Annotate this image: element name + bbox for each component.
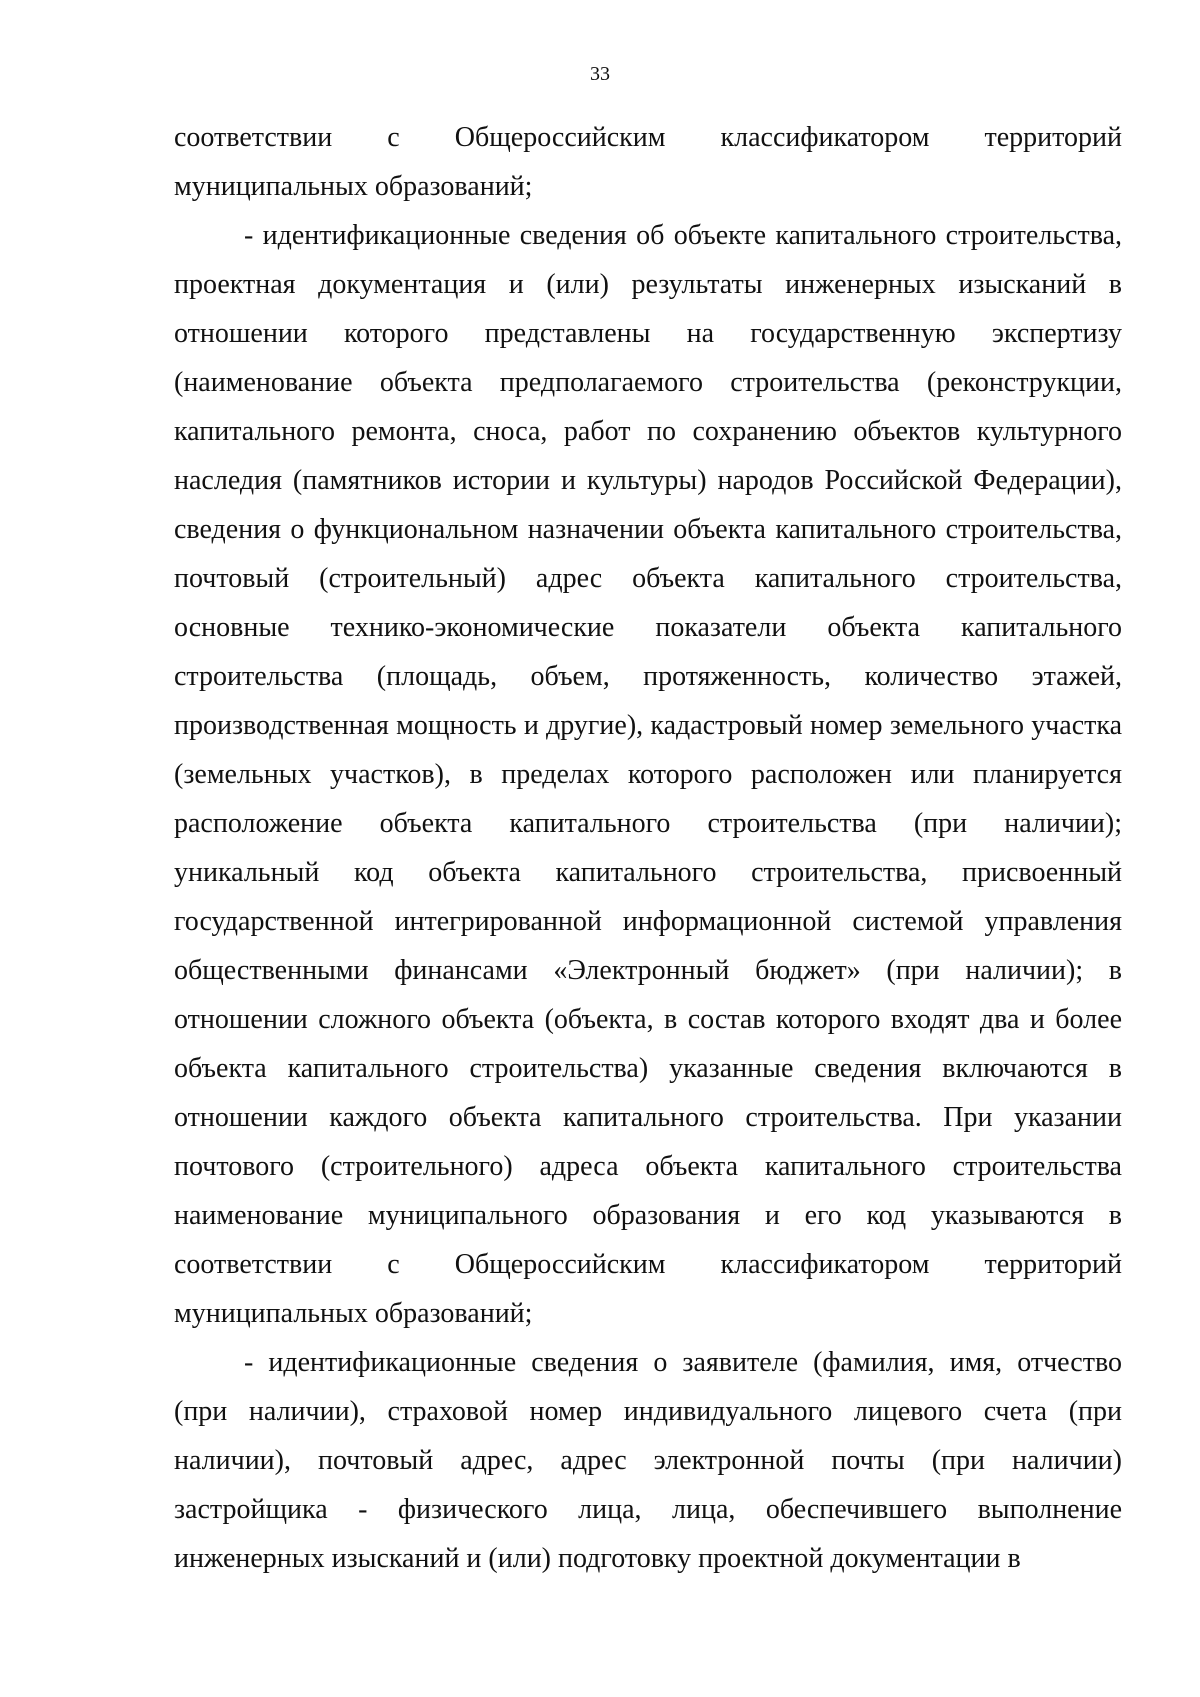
paragraph-continuation: соответствии с Общероссийским классификатором территорий муниципальных образований; — [174, 122, 1122, 202]
page-number: 33 — [590, 63, 610, 85]
paragraph-object-identification: - идентификационные сведения об объекте капитального строительства, проектная документация и (или) результаты инженерных изысканий в отношении которого представлены на государственную экспертизу (наименование объекта предполагаемого строительства (реконструкции, капитального ремонта, сноса, работ по сохранению объектов культурного наследия (памятников истории и культуры) народов Российской Федерации), сведения о функциональном назначении объекта капитального строительства, почтовый (строительный) адрес объекта капитального строительства, основные технико-экономические показатели объекта капитального строительства (площадь, объем, протяженность, количество этажей, производственная мощность и другие), кадастровый номер земельного участка (земельных участков), в пределах которого расположен или планируется расположение объекта капитального строительства (при наличии); уникальный код объекта капитального строительства, присвоенный государственной интегрированной информационной системой управления общественными финансами «Электронный бюджет» (при наличии); в отношении сложного объекта (объекта, в состав которого входят два и более объекта капитального строительства) указанные сведения включаются в отношении каждого объекта капитального строительства. При указании почтового (строительного) адреса объекта капитального строительства наименование муниципального образования и его код указываются в соответствии с Общероссийским классификатором территорий муниципальных образований; — [174, 220, 1122, 1329]
document-body — [174, 113, 1122, 1583]
paragraph-applicant-identification: - идентификационные сведения о заявителе (фамилия, имя, отчество (при наличии), страховой номер индивидуального лицевого счета (при наличии), почтовый адрес, адрес электронной почты (при наличии) застройщика - физического лица, лица, обеспечившего выполнение инженерных изысканий и (или) подготовку проектной документации в — [174, 1347, 1122, 1574]
